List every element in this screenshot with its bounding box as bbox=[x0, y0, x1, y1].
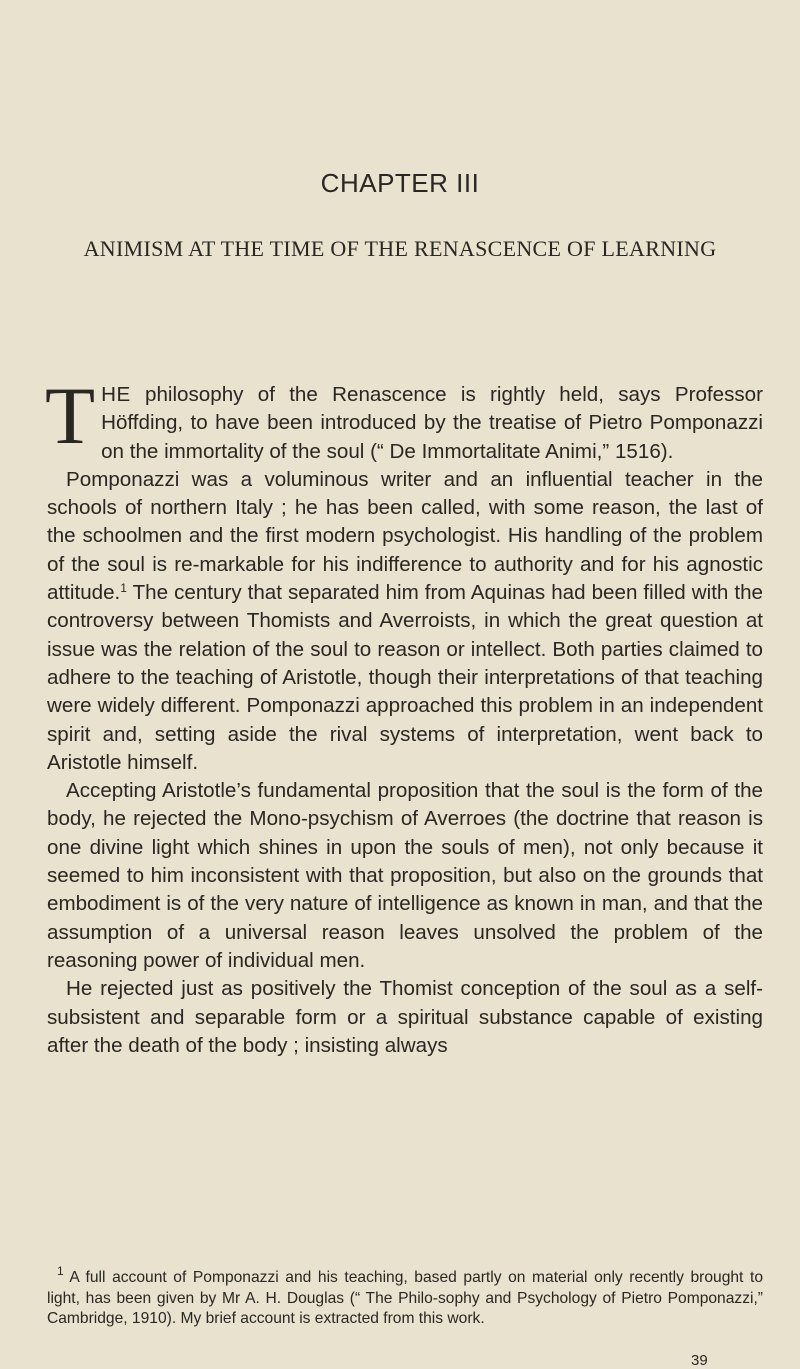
paragraph-1 bbox=[45, 370, 763, 466]
paragraph-text: philosophy of the Renascence is rightly held, says Professor Höffding, to have been introduced by the treatise of Pietro Pomponazzi on the immortality of the soul (“ De Immortalitate Animi,” 1516). bbox=[101, 383, 763, 463]
paragraph-text: Accepting Aristotle’s fundamental proposition that the soul is the form of the body, he rejected the Mono-psychism of Averroes (the doctrine that reason is one divine light which shines in upon the souls of men), not only because it seemed to him inconsistent with that proposition, but also on the grounds that embodiment is of the very nature of intelligence as known in man, and that the assumption of a universal reason leaves unsolved the problem of the reasoning power of individual men. bbox=[47, 779, 763, 972]
drop-cap: T bbox=[45, 370, 96, 461]
paragraph-text-continued: The century that separated him from Aquinas had been filled with the controversy between Thomists and Averroists, in which the great question at issue was the relation of the soul to reason or intellect. Both parties claimed to adhere to the teaching of Aristotle, though their interpretations of that teaching were widely different. Pomponazzi approached this problem in an independent spirit and, setting aside the rival systems of interpretation, went back to Aristotle himself. bbox=[47, 581, 763, 774]
footnote bbox=[47, 1264, 763, 1330]
chapter-heading: CHAPTER III bbox=[320, 168, 480, 198]
paragraph-4 bbox=[47, 975, 763, 1060]
paragraph-2 bbox=[47, 466, 763, 777]
body-text bbox=[45, 370, 763, 1060]
chapter-title: ANIMISM AT THE TIME OF THE RENASCENCE OF LEARNING bbox=[83, 236, 717, 261]
footnote-reference[interactable]: 1 bbox=[120, 581, 127, 596]
paragraph-text: He rejected just as positively the Thomist conception of the soul as a self-subsistent and separable form or a spiritual substance capable of existing after the death of the body ; insisting always bbox=[47, 977, 763, 1057]
footnote-text: A full account of Pomponazzi and his teaching, based partly on material only recently brought to light, has been given by Mr A. H. Douglas (“ The Philo-sophy and Psychology of Pietro Pomponazzi,” Cambridge, 1910). My brief account is extracted from this work. bbox=[47, 1269, 763, 1327]
paragraph-lead: HE bbox=[101, 383, 131, 406]
page-number: 39 bbox=[691, 1352, 708, 1369]
paragraph-3 bbox=[47, 777, 763, 975]
paragraph-text: Pomponazzi was a voluminous writer and an influential teacher in the schools of northern Italy ; he has been called, with some reason, the last of the schoolmen and the first modern psychologist. His handling of the problem of the soul is re-markable for his indifference to authority and for his agnostic attitude. bbox=[47, 467, 763, 605]
footnote-marker: 1 bbox=[57, 1264, 64, 1278]
